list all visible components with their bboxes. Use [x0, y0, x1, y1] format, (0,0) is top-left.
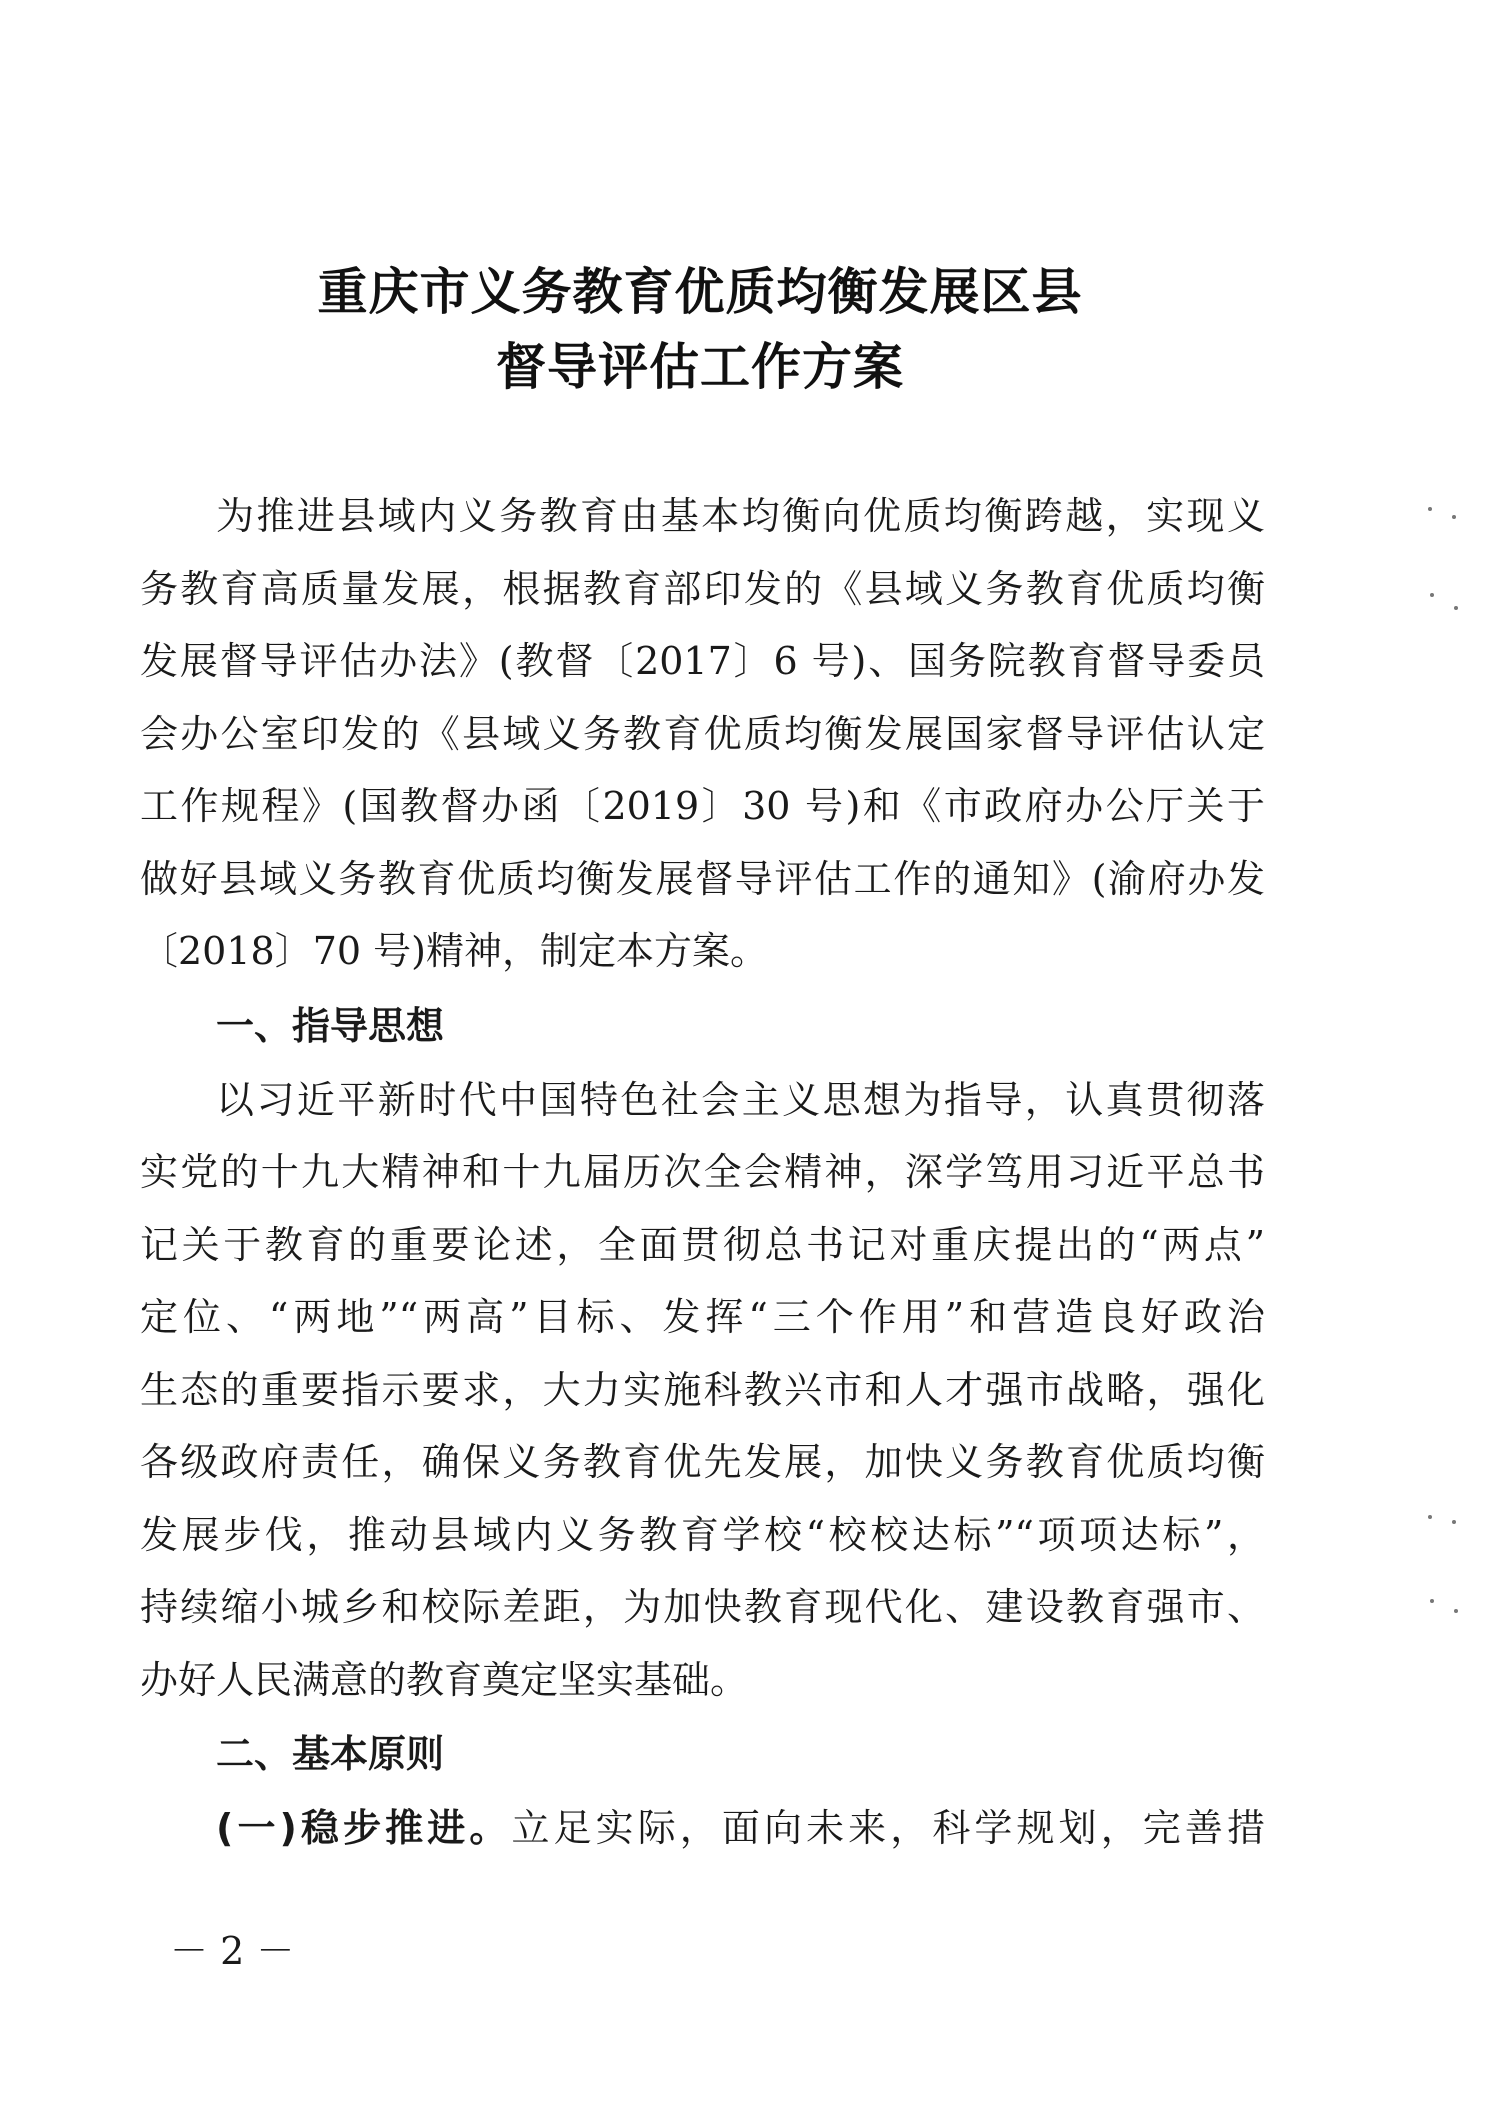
- page-number: － 2 －: [170, 1929, 295, 1973]
- section1-line: 记关于教育的重要论述，全面贯彻总书记对重庆提出的“两点”: [140, 1222, 1265, 1267]
- section1-line: 生态的重要指示要求，大力实施科教兴市和人才强市战略，强化: [140, 1367, 1265, 1412]
- document-title-line-1: 重庆市义务教育优质均衡发展区县: [317, 263, 1083, 321]
- scan-mark: [1454, 606, 1458, 610]
- scan-mark: [1452, 1520, 1456, 1524]
- section1-line: 发展步伐，推动县域内义务教育学校“校校达标”“项项达标”，: [140, 1512, 1265, 1557]
- section1-line: 持续缩小城乡和校际差距，为加快教育现代化、建设教育强市、: [140, 1585, 1265, 1629]
- intro-line: 做好县域义务教育优质均衡发展督导评估工作的通知》(渝府办发: [140, 856, 1265, 901]
- document-body: [140, 480, 1265, 1865]
- principle-item-1-text: 立足实际，面向未来，科学规划，完善措: [511, 1806, 1265, 1850]
- intro-line: 会办公室印发的《县域义务教育优质均衡发展国家督导评估认定: [140, 711, 1265, 756]
- intro-line: 务教育高质量发展，根据教育部印发的《县域义务教育优质均衡: [140, 566, 1265, 611]
- scan-mark: [1430, 1599, 1434, 1603]
- section-heading-guiding-ideology: 一、指导思想: [216, 1003, 445, 1048]
- scan-mark: [1454, 1609, 1458, 1613]
- section1-line: 以习近平新时代中国特色社会主义思想为指导，认真贯彻落: [216, 1077, 1265, 1122]
- principle-item-1: [140, 1792, 1265, 1865]
- scan-mark: [1428, 507, 1432, 511]
- section1-line: 实党的十九大精神和十九届历次全会精神，深学笃用习近平总书: [140, 1150, 1265, 1194]
- intro-line: 为推进县域内义务教育由基本均衡向优质均衡跨越，实现义: [216, 494, 1265, 538]
- section1-line: 定位、“两地”“两高”目标、发挥“三个作用”和营造良好政治: [140, 1295, 1265, 1339]
- intro-line: 发展督导评估办法》(教督〔2017〕6 号)、国务院教育督导委员: [140, 639, 1265, 683]
- principle-item-1-lead: (一)稳步推进。: [216, 1806, 512, 1850]
- scan-mark: [1428, 1515, 1432, 1519]
- intro-line: 〔2018〕70 号)精神，制定本方案。: [140, 929, 768, 973]
- section-heading-basic-principles: 二、基本原则: [216, 1732, 445, 1776]
- section1-line: 办好人民满意的教育奠定坚实基础。: [140, 1657, 749, 1702]
- scan-mark: [1430, 593, 1434, 597]
- document-title-line-2: 督导评估工作方案: [496, 338, 904, 396]
- scan-mark: [1452, 515, 1456, 519]
- section1-line: 各级政府责任，确保义务教育优先发展，加快义务教育优质均衡: [140, 1440, 1265, 1484]
- intro-line: 工作规程》(国教督办函〔2019〕30 号)和《市政府办公厅关于: [140, 784, 1265, 828]
